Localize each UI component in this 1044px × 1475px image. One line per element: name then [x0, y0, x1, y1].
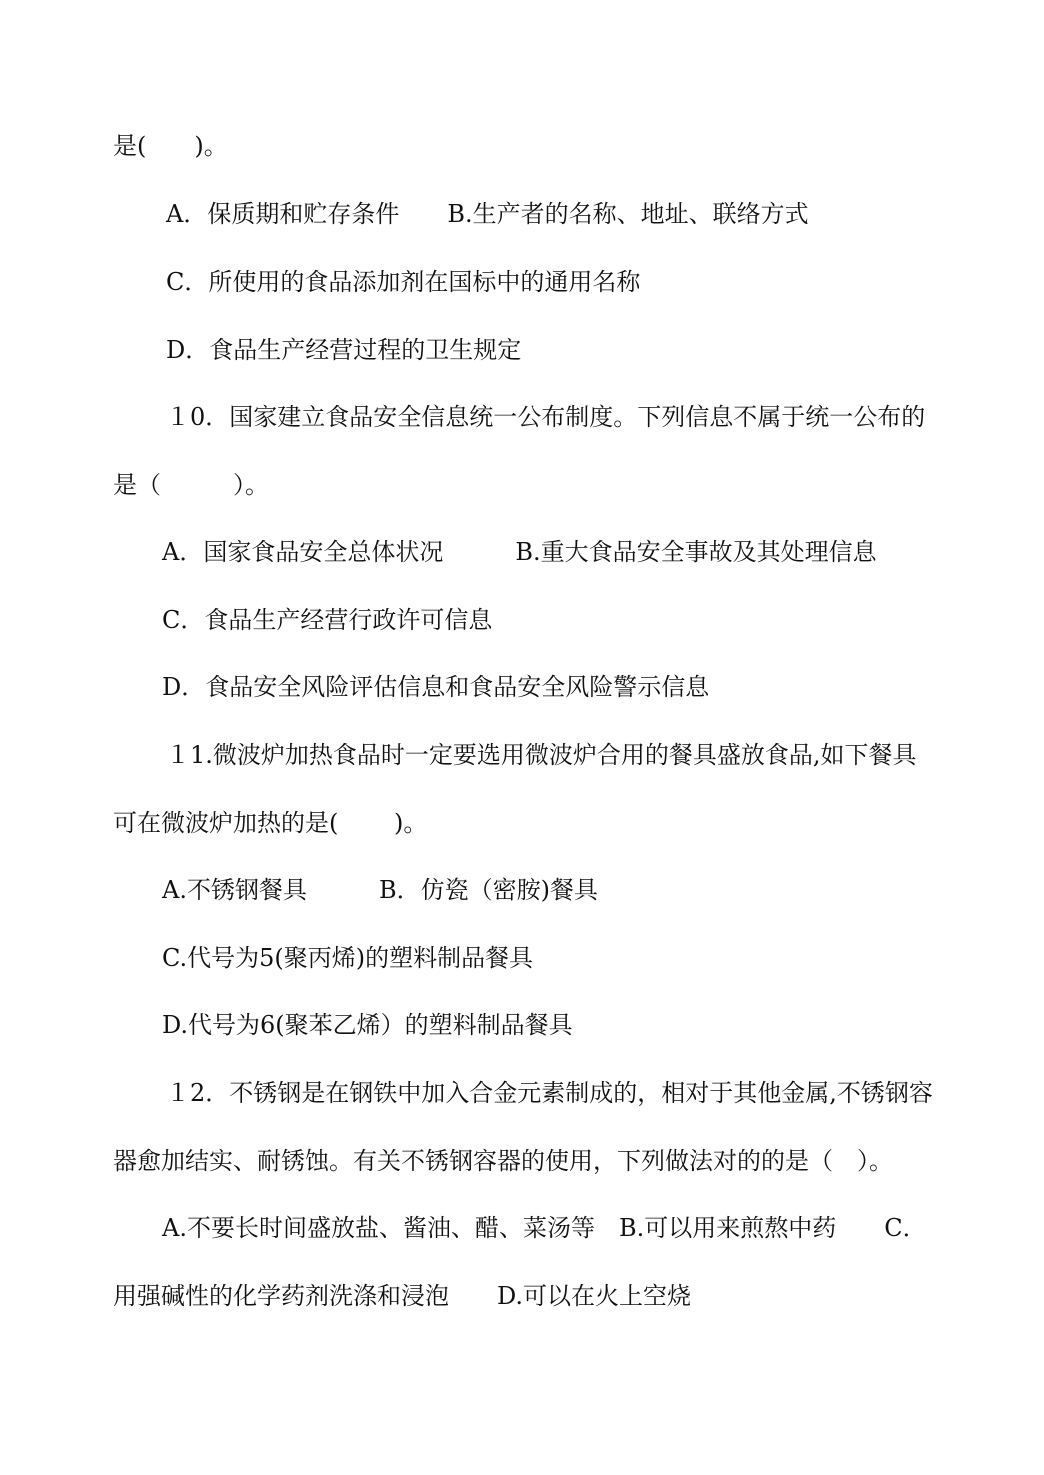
text-line-q12-options-cd: 用强碱性的化学药剂洗涤和浸泡 D.可以在火上空烧 [113, 1282, 692, 1310]
text-line-q12-options-abc: A.不要长时间盛放盐、酱油、醋、菜汤等 B.可以用来煎熬中药 C． [162, 1214, 927, 1242]
text-line-q10-option-c: C．食品生产经营行政许可信息 [162, 606, 493, 634]
text-line-q11-option-d: D.代号为6(聚苯乙烯）的塑料制品餐具 [162, 1011, 573, 1039]
text-line-question-10: １0．国家建立食品安全信息统一公布制度。下列信息不属于统一公布的 [166, 403, 926, 431]
text-line-q9-option-ab: A．保质期和贮存条件 B.生产者的名称、地址、联络方式 [166, 200, 809, 228]
text-line-q10-option-d: D．食品安全风险评估信息和食品安全风险警示信息 [162, 673, 710, 701]
text-line-q9-option-c: C．所使用的食品添加剂在国标中的通用名称 [166, 268, 641, 296]
text-line-question-11: １1.微波炉加热食品时一定要选用微波炉合用的餐具盛放食品,如下餐具 [166, 741, 917, 769]
text-line-q11-option-c: C.代号为5(聚丙烯)的塑料制品餐具 [162, 944, 534, 972]
text-line-q11-option-ab: A.不锈钢餐具 B．仿瓷（密胺)餐具 [162, 876, 598, 904]
text-line-question-12: １2．不锈钢是在钢铁中加入合金元素制成的，相对于其他金属,不锈钢容 [166, 1079, 933, 1107]
text-line-question-11-tail: 可在微波炉加热的是( )。 [113, 809, 428, 837]
text-line-question-10-tail: 是（ ）。 [113, 471, 269, 499]
text-line-q9-option-d: D．食品生产经营过程的卫生规定 [166, 336, 522, 364]
text-line-q10-option-ab: A．国家食品安全总体状况 B.重大食品安全事故及其处理信息 [162, 538, 877, 566]
text-line-question-9-tail: 是( )。 [113, 132, 228, 160]
text-line-question-12-cont: 器愈加结实、耐锈蚀。有关不锈钢容器的使用，下列做法对的的是（ ）。 [113, 1147, 893, 1175]
